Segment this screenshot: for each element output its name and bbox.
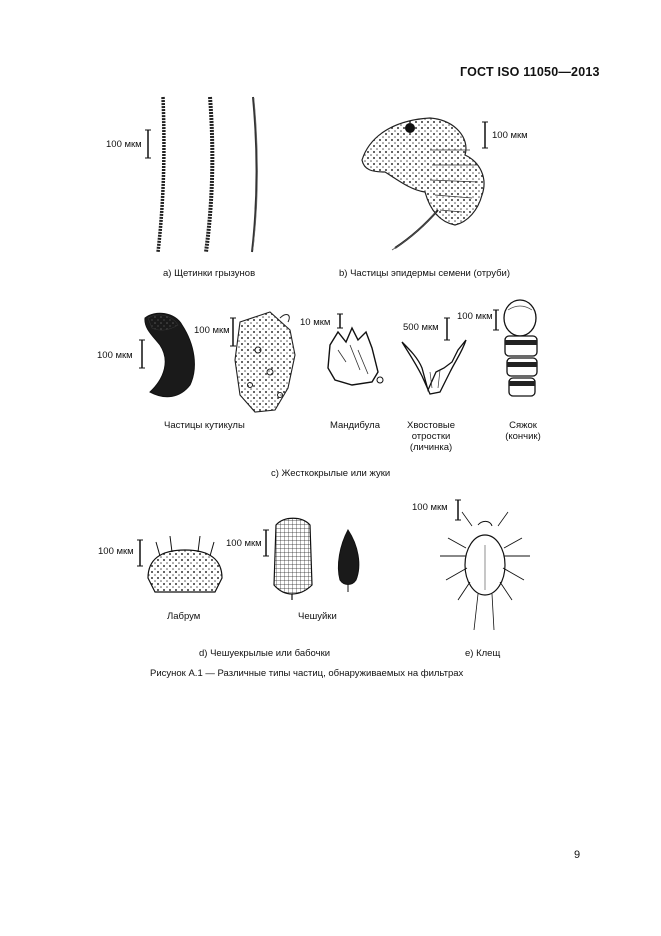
rodent-hairs-drawing: [158, 97, 258, 252]
scale-bar-mite: [455, 500, 461, 520]
caption-panel-a: a) Щетинки грызунов: [163, 268, 256, 279]
cuticle-particle-right-drawing: [235, 312, 295, 412]
scale-label-a: 100 мкм: [106, 139, 142, 150]
label-antenna-tip-line: Сяжок: [509, 420, 537, 431]
figure-title: Рисунок А.1 — Различные типы частиц, обнаруживаемых на фильтрах: [150, 668, 464, 679]
mandible-drawing: [328, 328, 383, 385]
label-tail-processes-line: отростки: [411, 431, 451, 442]
butterfly-scale-large-drawing: [274, 518, 312, 600]
scale-label-b: 100 мкм: [492, 130, 528, 141]
scale-bar-c1: [139, 340, 145, 368]
caption-panel-b: b) Частицы эпидермы семени (отруби): [339, 268, 510, 279]
label-cuticle-particles: Частицы кутикулы: [164, 420, 245, 431]
page-number: 9: [574, 849, 581, 861]
label-mandible: Мандибула: [330, 420, 381, 431]
scale-label-c1: 100 мкм: [97, 350, 133, 361]
standard-header: ГОСТ ISO 11050—2013: [460, 65, 600, 79]
antenna-tip-drawing: [504, 300, 537, 396]
mite-drawing: [440, 512, 530, 630]
scale-label-tail: 500 мкм: [403, 322, 439, 333]
labrum-drawing: [148, 536, 222, 592]
scale-label-c2: 100 мкм: [194, 325, 230, 336]
scale-label-mite: 100 мкм: [412, 502, 448, 513]
label-antenna-tip-line: (кончик): [505, 431, 541, 442]
scale-bar-b: [482, 122, 488, 148]
scale-bar-antenna: [493, 310, 499, 330]
scale-label-scales: 100 мкм: [226, 538, 262, 549]
cuticle-particle-left-drawing: [145, 313, 194, 396]
label-scales: Чешуйки: [298, 611, 337, 622]
label-antenna-tip: [496, 420, 550, 442]
tail-processes-drawing: [402, 340, 466, 394]
caption-panel-d: d) Чешуекрылые или бабочки: [199, 648, 331, 659]
label-labrum: Лабрум: [167, 611, 201, 622]
scale-label-labrum: 100 мкм: [98, 546, 134, 557]
caption-panel-e: e) Клещ: [465, 648, 501, 659]
scale-bar-labrum: [137, 540, 143, 566]
label-tail-processes-line: (личинка): [409, 442, 453, 453]
seed-epidermis-drawing: [362, 118, 484, 250]
scale-bar-tail: [444, 318, 450, 340]
scale-label-antenna: 100 мкм: [457, 311, 493, 322]
butterfly-scale-small-drawing: [338, 530, 358, 592]
label-tail-processes: [400, 420, 462, 453]
caption-panel-c: c) Жесткокрылые или жуки: [271, 468, 391, 479]
scale-label-mandible: 10 мкм: [300, 317, 331, 328]
label-tail-processes-line: Хвостовые: [407, 420, 455, 431]
scale-bar-a: [145, 130, 151, 158]
scale-bar-scales: [263, 530, 269, 556]
scale-bar-c2: [230, 318, 236, 346]
scale-bar-mandible: [337, 314, 343, 328]
